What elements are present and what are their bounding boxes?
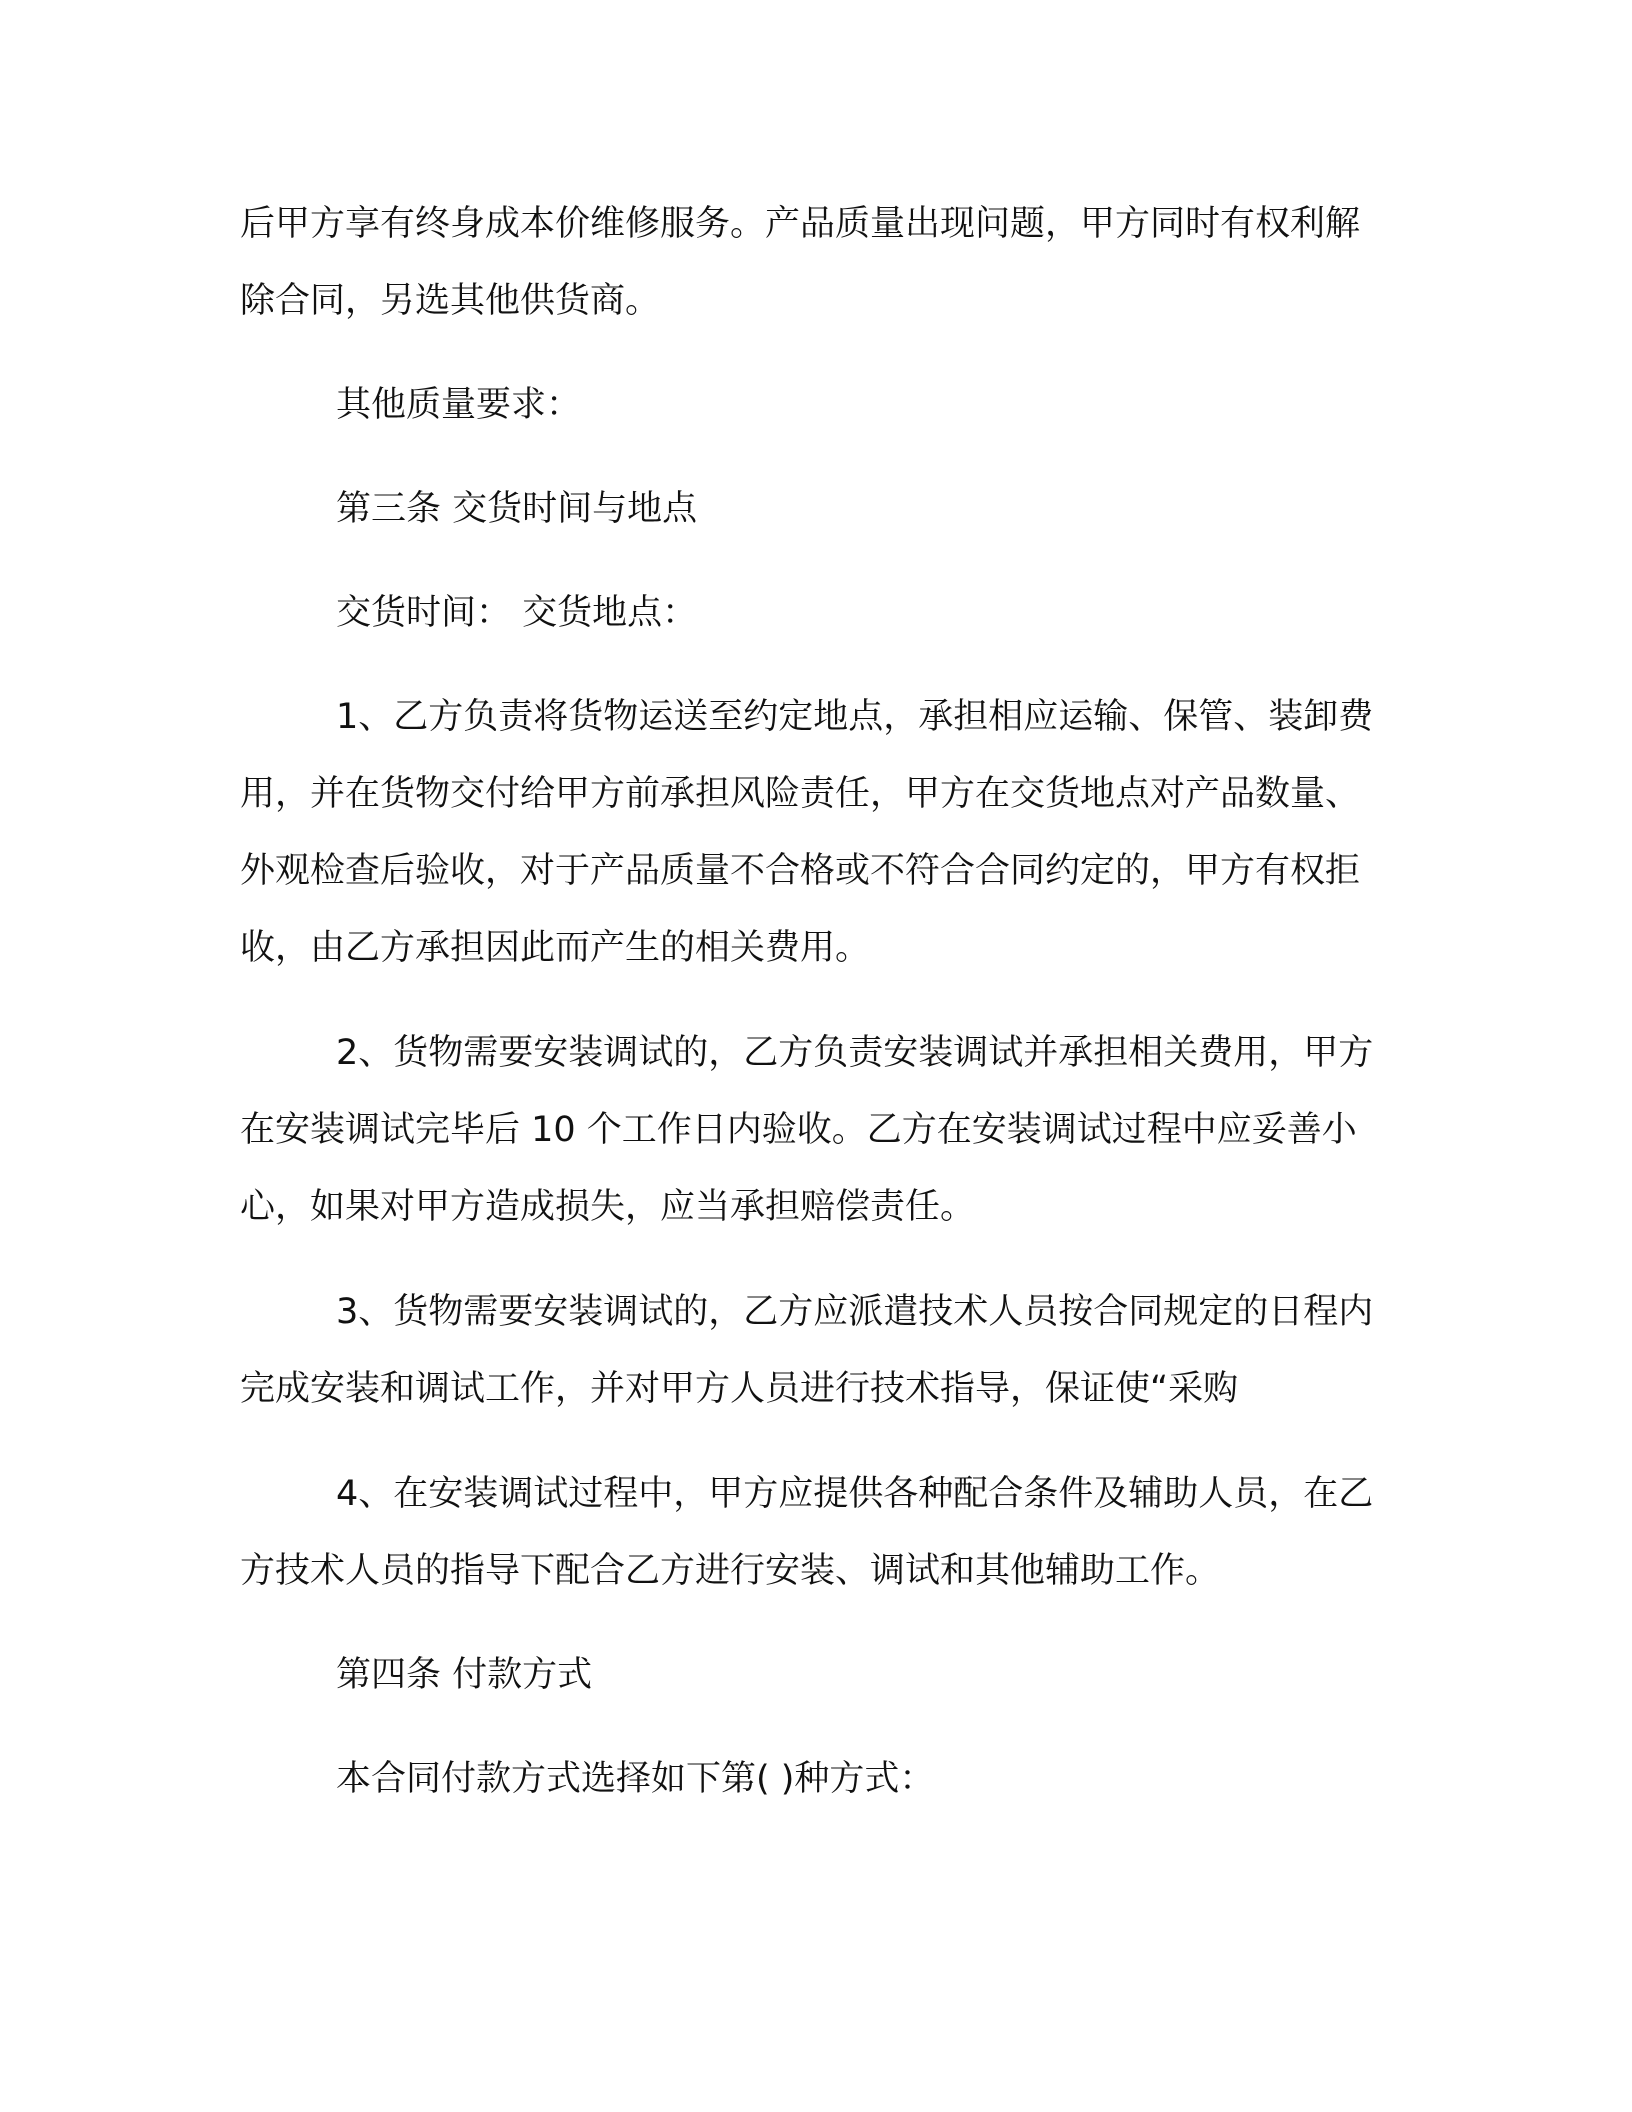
document-body: [240, 186, 1380, 1818]
paragraph-item-4: 4、在安装调试过程中，甲方应提供各种配合条件及辅助人员，在乙方技术人员的指导下配合乙方进行安装、调试和其他辅助工作。: [240, 1474, 1374, 1591]
paragraph-delivery-time-place: 交货时间： 交货地点：: [336, 593, 698, 633]
paragraph-payment-method: 本合同付款方式选择如下第( )种方式：: [336, 1759, 935, 1799]
paragraph-item-2: 2、货物需要安装调试的，乙方负责安装调试并承担相关费用，甲方在安装调试完毕后 10 个工作日内验收。乙方在安装调试过程中应妥善小心，如果对甲方造成损失，应当承担赔偿责任。: [240, 1033, 1374, 1227]
paragraph-item-1: 1、乙方负责将货物运送至约定地点，承担相应运输、保管、装卸费用，并在货物交付给甲方前承担风险责任，甲方在交货地点对产品数量、外观检查后验收，对于产品质量不合格或不符合合同约定的，甲方有权拒收，由乙方承担因此而产生的相关费用。: [240, 697, 1374, 968]
heading-article-3: 第三条 交货时间与地点: [336, 489, 698, 529]
paragraph-warranty-continuation: 后甲方享有终身成本价维修服务。产品质量出现问题，甲方同时有权利解除合同，另选其他供货商。: [240, 204, 1361, 321]
paragraph-item-3: 3、货物需要安装调试的，乙方应派遣技术人员按合同规定的日程内完成安装和调试工作，并对甲方人员进行技术指导，保证使“采购: [240, 1292, 1374, 1409]
paragraph-other-quality: 其他质量要求：: [336, 385, 582, 425]
heading-article-4: 第四条 付款方式: [336, 1655, 593, 1695]
